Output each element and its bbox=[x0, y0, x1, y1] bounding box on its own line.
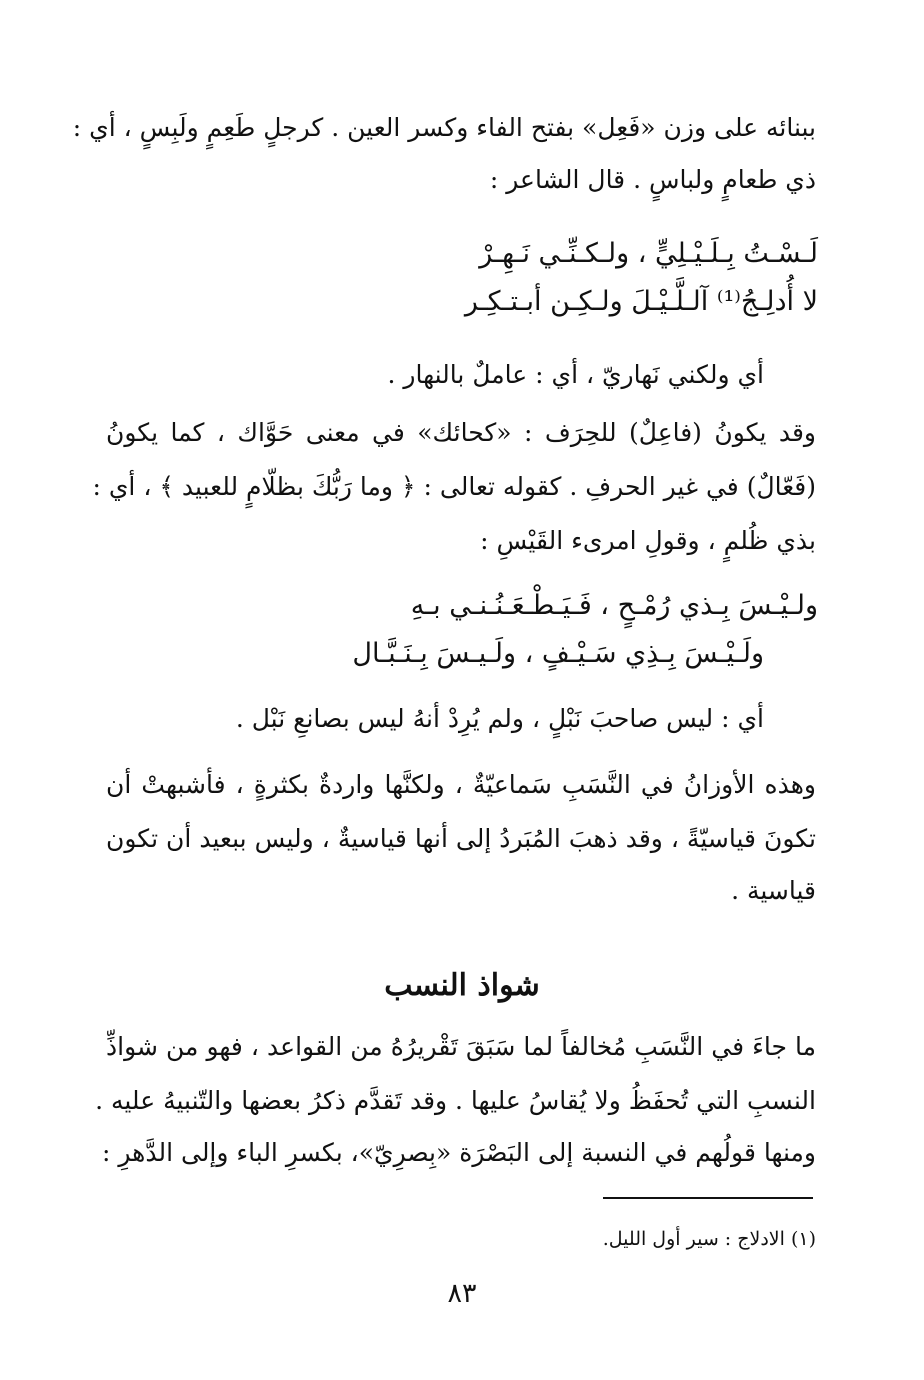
paragraph-line: أي : ليس صاحبَ نَبْلٍ ، ولم يُرِدْ أنهُ ليس بصانعِ نَبْل . bbox=[235, 704, 764, 733]
paragraph-line: أي ولكني نَهاريّ ، أي : عاملٌ بالنهار . bbox=[387, 360, 764, 389]
paragraph-line: وقد يكونُ (فاعِلٌ) للحِرَف : «كحائك» في معنى حَوَّاك ، كما يكونُ bbox=[106, 418, 816, 447]
paragraph-line: تكونَ قياسيّةً ، وقد ذهبَ المُبَردُ إلى أنها قياسيةٌ ، وليس ببعيد أن تكون bbox=[106, 824, 816, 853]
paragraph-line: ومنها قولُهم في النسبة إلى البَصْرَة «بِصرِيّ»، بكسرِ الباء وإلى الدَّهرِ : bbox=[102, 1138, 816, 1167]
paragraph-line: بذي ظُلمٍ ، وقولِ امرىء القَيْسِ : bbox=[480, 526, 816, 555]
paragraph-line: وهذه الأوزانُ في النَّسَبِ سَماعيّةٌ ، ولكنَّها واردةٌ بكثرةٍ ، فأشبهتْ أن bbox=[106, 770, 816, 799]
paragraph-line: ببنائه على وزن «فَعِل» بفتح الفاء وكسر العين . كرجلٍ طَعِمٍ ولَبِسٍ ، أي : bbox=[72, 113, 816, 142]
page-number: ٨٣ bbox=[447, 1278, 477, 1309]
footnote-separator bbox=[603, 1197, 813, 1199]
verse-second-hemistich: ولَـيْـسَ بِـذِي سَـيْـفٍ ، ولَـيـسَ بِـنَـبَّـال bbox=[352, 638, 764, 669]
footnote: (١) الادلاج : سير أول الليل. bbox=[602, 1228, 816, 1250]
paragraph-line: (فَعّالٌ) في غير الحرفِ . كقوله تعالى : ﴿ وما رَبُّكَ بظلّامٍ للعبيد ﴾ ، أي : bbox=[92, 472, 816, 501]
verse-first-hemistich: ولـيْـسَ بِـذي رُمْـحٍ ، فَـيَـطْـعَـنُـنـي بـهِ bbox=[410, 590, 818, 621]
paragraph-line: ما جاءَ في النَّسَبِ مُخالفاً لما سَبَقَ تَقْريرُهُ من القواعد ، فهو من شواذِّ bbox=[106, 1032, 816, 1061]
section-heading: شواذ النسب bbox=[384, 968, 540, 1003]
paragraph-line: ذي طعامٍ ولباسٍ . قال الشاعر : bbox=[489, 165, 816, 194]
verse-first-hemistich: لَـسْـتُ بِـلَـيْـلِيٍّ ، ولـكـنِّـي نَـهِـرْ bbox=[479, 238, 818, 269]
verse-second-hemistich: لا أُدلِـجُ⁽¹⁾ آلـلَّـيْـلَ ولـكِـن أبـتـكِـر bbox=[464, 286, 818, 317]
paragraph-line: النسبِ التي تُحفَظُ ولا يُقاسُ عليها . وقد تَقدَّم ذكرُ بعضها والتّنبيهُ عليه . bbox=[95, 1086, 816, 1115]
paragraph-line: قياسية . bbox=[731, 876, 816, 905]
